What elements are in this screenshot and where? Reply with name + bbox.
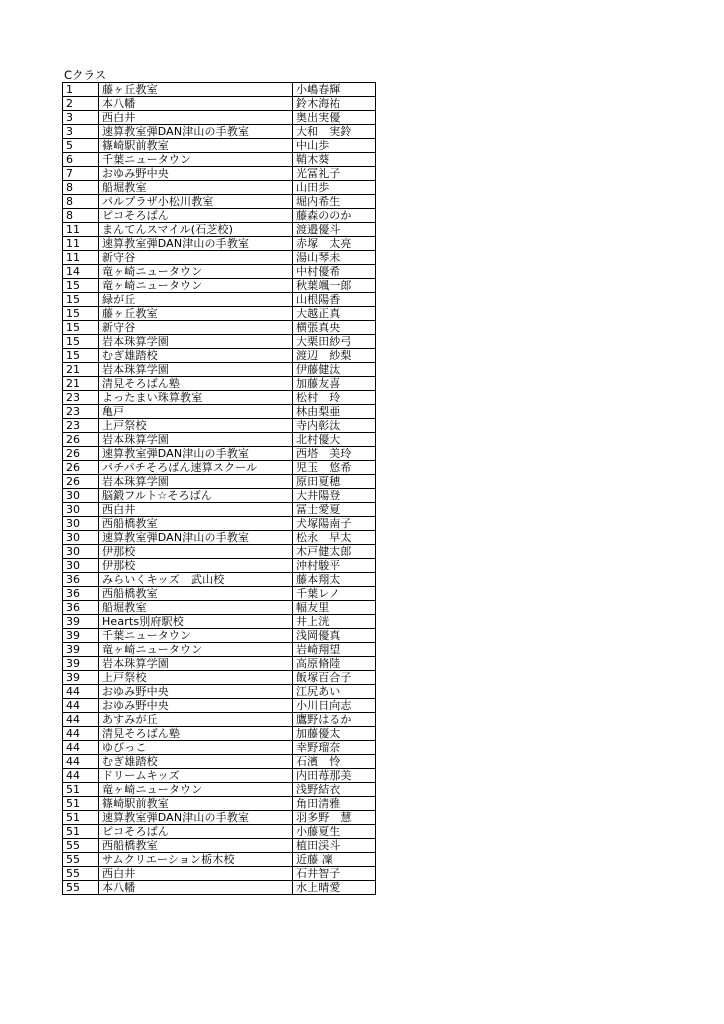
table-row bbox=[63, 223, 376, 237]
student-name-cell: 犬塚陽南子 bbox=[293, 517, 376, 531]
rank-cell: 39 bbox=[63, 615, 99, 629]
table-row bbox=[63, 559, 376, 573]
student-name-cell: 幸野瑠奈 bbox=[293, 741, 376, 755]
school-cell: 速算教室弾DAN津山の手教室 bbox=[99, 811, 293, 825]
table-row bbox=[63, 363, 376, 377]
table-row bbox=[63, 783, 376, 797]
rank-cell: 26 bbox=[63, 461, 99, 475]
rank-cell: 15 bbox=[63, 321, 99, 335]
student-name-cell: 堀内希生 bbox=[293, 195, 376, 209]
student-name-cell: 渡辺 紗梨 bbox=[293, 349, 376, 363]
table-row bbox=[63, 797, 376, 811]
school-cell: Hearts別府駅校 bbox=[99, 615, 293, 629]
table-row bbox=[63, 83, 376, 97]
table-row bbox=[63, 811, 376, 825]
student-name-cell: 大越正真 bbox=[293, 307, 376, 321]
rank-cell: 30 bbox=[63, 531, 99, 545]
student-name-cell: 児玉 悠希 bbox=[293, 461, 376, 475]
table-row bbox=[63, 475, 376, 489]
rank-cell: 3 bbox=[63, 111, 99, 125]
school-cell: 竜ヶ崎ニュータウン bbox=[99, 279, 293, 293]
student-name-cell: 林由梨亜 bbox=[293, 405, 376, 419]
school-cell: ドリームキッズ bbox=[99, 769, 293, 783]
rank-cell: 36 bbox=[63, 587, 99, 601]
table-row bbox=[63, 209, 376, 223]
student-name-cell: 飯塚百合子 bbox=[293, 671, 376, 685]
school-cell: 緑が丘 bbox=[99, 293, 293, 307]
rank-cell: 5 bbox=[63, 139, 99, 153]
student-name-cell: 植田渓斗 bbox=[293, 839, 376, 853]
school-cell: 竜ヶ崎ニュータウン bbox=[99, 643, 293, 657]
student-name-cell: 内田苺那美 bbox=[293, 769, 376, 783]
student-name-cell: 角田清雅 bbox=[293, 797, 376, 811]
rank-cell: 44 bbox=[63, 727, 99, 741]
student-name-cell: 小藤夏生 bbox=[293, 825, 376, 839]
rank-cell: 8 bbox=[63, 209, 99, 223]
table-row bbox=[63, 741, 376, 755]
school-cell: 清見そろばん塾 bbox=[99, 377, 293, 391]
school-cell: まんてんスマイル(石芝校) bbox=[99, 223, 293, 237]
table-row bbox=[63, 447, 376, 461]
table-row bbox=[63, 111, 376, 125]
student-name-cell: 藤森ののか bbox=[293, 209, 376, 223]
table-row bbox=[63, 825, 376, 839]
student-name-cell: 小嶋春輝 bbox=[293, 83, 376, 97]
school-cell: 岩本珠算学園 bbox=[99, 335, 293, 349]
rank-cell: 21 bbox=[63, 377, 99, 391]
student-name-cell: 鈴木海祐 bbox=[293, 97, 376, 111]
rank-cell: 30 bbox=[63, 517, 99, 531]
rank-cell: 26 bbox=[63, 475, 99, 489]
rank-cell: 55 bbox=[63, 853, 99, 867]
table-row bbox=[63, 167, 376, 181]
school-cell: 伊那校 bbox=[99, 545, 293, 559]
student-name-cell: 鞘木葵 bbox=[293, 153, 376, 167]
rank-cell: 11 bbox=[63, 223, 99, 237]
rank-cell: 36 bbox=[63, 601, 99, 615]
student-name-cell: 北村優大 bbox=[293, 433, 376, 447]
student-name-cell: 渡邉優斗 bbox=[293, 223, 376, 237]
school-cell: 千葉ニュータウン bbox=[99, 629, 293, 643]
table-row bbox=[63, 573, 376, 587]
table-row bbox=[63, 615, 376, 629]
table-row bbox=[63, 461, 376, 475]
school-cell: 伊那校 bbox=[99, 559, 293, 573]
school-cell: むぎ雄踏校 bbox=[99, 349, 293, 363]
school-cell: 清見そろばん塾 bbox=[99, 727, 293, 741]
ranking-table-body bbox=[63, 83, 376, 895]
table-row bbox=[63, 881, 376, 895]
rank-cell: 15 bbox=[63, 293, 99, 307]
student-name-cell: 湯山琴未 bbox=[293, 251, 376, 265]
rank-cell: 7 bbox=[63, 167, 99, 181]
table-row bbox=[63, 419, 376, 433]
rank-cell: 15 bbox=[63, 349, 99, 363]
rank-cell: 51 bbox=[63, 783, 99, 797]
rank-cell: 55 bbox=[63, 839, 99, 853]
student-name-cell: 加藤友喜 bbox=[293, 377, 376, 391]
school-cell: 新守谷 bbox=[99, 251, 293, 265]
rank-cell: 6 bbox=[63, 153, 99, 167]
rank-cell: 23 bbox=[63, 391, 99, 405]
school-cell: 本八幡 bbox=[99, 97, 293, 111]
table-row bbox=[63, 699, 376, 713]
school-cell: 西白井 bbox=[99, 867, 293, 881]
school-cell: 藤ヶ丘教室 bbox=[99, 307, 293, 321]
student-name-cell: 原田夏穂 bbox=[293, 475, 376, 489]
school-cell: おゆみ野中央 bbox=[99, 699, 293, 713]
table-row bbox=[63, 279, 376, 293]
student-name-cell: 大栗田紗弓 bbox=[293, 335, 376, 349]
school-cell: 速算教室弾DAN津山の手教室 bbox=[99, 237, 293, 251]
table-row bbox=[63, 405, 376, 419]
student-name-cell: 藤本翔太 bbox=[293, 573, 376, 587]
table-row bbox=[63, 685, 376, 699]
table-row bbox=[63, 587, 376, 601]
student-name-cell: 山田歩 bbox=[293, 181, 376, 195]
school-cell: 速算教室弾DAN津山の手教室 bbox=[99, 447, 293, 461]
school-cell: 船堀教室 bbox=[99, 601, 293, 615]
school-cell: 脳鍛フルト☆そろばん bbox=[99, 489, 293, 503]
student-name-cell: 井上洸 bbox=[293, 615, 376, 629]
school-cell: 竜ヶ崎ニュータウン bbox=[99, 783, 293, 797]
school-cell: 新守谷 bbox=[99, 321, 293, 335]
table-row bbox=[63, 293, 376, 307]
student-name-cell: 小川日向志 bbox=[293, 699, 376, 713]
table-row bbox=[63, 153, 376, 167]
school-cell: 船堀教室 bbox=[99, 181, 293, 195]
table-row bbox=[63, 251, 376, 265]
rank-cell: 36 bbox=[63, 573, 99, 587]
rank-cell: 8 bbox=[63, 181, 99, 195]
student-name-cell: 松村 玲 bbox=[293, 391, 376, 405]
rank-cell: 8 bbox=[63, 195, 99, 209]
rank-cell: 51 bbox=[63, 797, 99, 811]
school-cell: 西白井 bbox=[99, 111, 293, 125]
rank-cell: 26 bbox=[63, 447, 99, 461]
student-name-cell: 水上晴愛 bbox=[293, 881, 376, 895]
student-name-cell: 秋葉颯一郎 bbox=[293, 279, 376, 293]
rank-cell: 44 bbox=[63, 755, 99, 769]
school-cell: 篠崎駅前教室 bbox=[99, 797, 293, 811]
table-row bbox=[63, 657, 376, 671]
rank-cell: 23 bbox=[63, 419, 99, 433]
student-name-cell: 赤塚 太亮 bbox=[293, 237, 376, 251]
student-name-cell: 沖村駿平 bbox=[293, 559, 376, 573]
student-name-cell: 西塔 美玲 bbox=[293, 447, 376, 461]
rank-cell: 15 bbox=[63, 279, 99, 293]
rank-cell: 44 bbox=[63, 699, 99, 713]
table-row bbox=[63, 531, 376, 545]
table-row bbox=[63, 377, 376, 391]
table-row bbox=[63, 867, 376, 881]
rank-cell: 44 bbox=[63, 769, 99, 783]
school-cell: 岩本珠算学園 bbox=[99, 433, 293, 447]
class-title: Cクラス bbox=[64, 68, 107, 82]
table-row bbox=[63, 727, 376, 741]
student-name-cell: 中山歩 bbox=[293, 139, 376, 153]
student-name-cell: 山根陽香 bbox=[293, 293, 376, 307]
school-cell: 亀戸 bbox=[99, 405, 293, 419]
school-cell: 本八幡 bbox=[99, 881, 293, 895]
table-row bbox=[63, 349, 376, 363]
table-row bbox=[63, 839, 376, 853]
rank-cell: 39 bbox=[63, 643, 99, 657]
table-row bbox=[63, 321, 376, 335]
school-cell: あすみが丘 bbox=[99, 713, 293, 727]
school-cell: むぎ雄踏校 bbox=[99, 755, 293, 769]
rank-cell: 44 bbox=[63, 741, 99, 755]
school-cell: 西船橋教室 bbox=[99, 587, 293, 601]
student-name-cell: 中村優希 bbox=[293, 265, 376, 279]
rank-cell: 11 bbox=[63, 251, 99, 265]
school-cell: 千葉ニュータウン bbox=[99, 153, 293, 167]
table-row bbox=[63, 503, 376, 517]
rank-cell: 23 bbox=[63, 405, 99, 419]
rank-cell: 39 bbox=[63, 657, 99, 671]
school-cell: パチパチそろばん速算スクール bbox=[99, 461, 293, 475]
table-row bbox=[63, 265, 376, 279]
rank-cell: 39 bbox=[63, 671, 99, 685]
rank-cell: 39 bbox=[63, 629, 99, 643]
rank-cell: 26 bbox=[63, 433, 99, 447]
school-cell: 上戸祭校 bbox=[99, 419, 293, 433]
school-cell: おゆみ野中央 bbox=[99, 167, 293, 181]
school-cell: 竜ヶ崎ニュータウン bbox=[99, 265, 293, 279]
student-name-cell: 浅岡優真 bbox=[293, 629, 376, 643]
table-row bbox=[63, 671, 376, 685]
student-name-cell: 横張真央 bbox=[293, 321, 376, 335]
school-cell: 速算教室弾DAN津山の手教室 bbox=[99, 531, 293, 545]
student-name-cell: 大和 実鈴 bbox=[293, 125, 376, 139]
school-cell: 篠崎駅前教室 bbox=[99, 139, 293, 153]
table-row bbox=[63, 853, 376, 867]
student-name-cell: 高原脩陸 bbox=[293, 657, 376, 671]
student-name-cell: 木戸健太郎 bbox=[293, 545, 376, 559]
school-cell: 岩本珠算学園 bbox=[99, 475, 293, 489]
student-name-cell: 浅野結衣 bbox=[293, 783, 376, 797]
table-row bbox=[63, 237, 376, 251]
student-name-cell: 江尻あい bbox=[293, 685, 376, 699]
student-name-cell: 寺内彰汰 bbox=[293, 419, 376, 433]
school-cell: 西白井 bbox=[99, 503, 293, 517]
student-name-cell: 加藤優太 bbox=[293, 727, 376, 741]
rank-cell: 44 bbox=[63, 713, 99, 727]
rank-cell: 21 bbox=[63, 363, 99, 377]
rank-cell: 3 bbox=[63, 125, 99, 139]
table-row bbox=[63, 433, 376, 447]
school-cell: 藤ヶ丘教室 bbox=[99, 83, 293, 97]
student-name-cell: 岩崎翔望 bbox=[293, 643, 376, 657]
table-row bbox=[63, 307, 376, 321]
student-name-cell: 石濱 怜 bbox=[293, 755, 376, 769]
rank-cell: 51 bbox=[63, 825, 99, 839]
table-row bbox=[63, 489, 376, 503]
school-cell: サムクリエーション栃木校 bbox=[99, 853, 293, 867]
school-cell: ピコそろばん bbox=[99, 825, 293, 839]
table-row bbox=[63, 713, 376, 727]
table-row bbox=[63, 755, 376, 769]
school-cell: ピコそろばん bbox=[99, 209, 293, 223]
school-cell: 速算教室弾DAN津山の手教室 bbox=[99, 125, 293, 139]
student-name-cell: 奥出実優 bbox=[293, 111, 376, 125]
student-name-cell: 鷹野はるか bbox=[293, 713, 376, 727]
rank-cell: 11 bbox=[63, 237, 99, 251]
student-name-cell: 光冨礼子 bbox=[293, 167, 376, 181]
student-name-cell: 近藤 凜 bbox=[293, 853, 376, 867]
rank-cell: 14 bbox=[63, 265, 99, 279]
table-row bbox=[63, 195, 376, 209]
student-name-cell: 幅友里 bbox=[293, 601, 376, 615]
rank-cell: 30 bbox=[63, 545, 99, 559]
table-row bbox=[63, 391, 376, 405]
table-row bbox=[63, 139, 376, 153]
rank-cell: 15 bbox=[63, 335, 99, 349]
student-name-cell: 石井智子 bbox=[293, 867, 376, 881]
table-row bbox=[63, 769, 376, 783]
table-row bbox=[63, 125, 376, 139]
rank-cell: 44 bbox=[63, 685, 99, 699]
rank-cell: 1 bbox=[63, 83, 99, 97]
rank-cell: 51 bbox=[63, 811, 99, 825]
table-row bbox=[63, 335, 376, 349]
rank-cell: 55 bbox=[63, 867, 99, 881]
school-cell: 西船橋教室 bbox=[99, 517, 293, 531]
student-name-cell: 羽多野 慧 bbox=[293, 811, 376, 825]
student-name-cell: 大井陽登 bbox=[293, 489, 376, 503]
table-row bbox=[63, 545, 376, 559]
school-cell: みらいくキッズ 武山校 bbox=[99, 573, 293, 587]
student-name-cell: 千葉レノ bbox=[293, 587, 376, 601]
school-cell: 上戸祭校 bbox=[99, 671, 293, 685]
school-cell: 西船橋教室 bbox=[99, 839, 293, 853]
school-cell: おゆみ野中央 bbox=[99, 685, 293, 699]
rank-cell: 55 bbox=[63, 881, 99, 895]
student-name-cell: 松永 早太 bbox=[293, 531, 376, 545]
table-row bbox=[63, 629, 376, 643]
table-row bbox=[63, 601, 376, 615]
rank-cell: 30 bbox=[63, 489, 99, 503]
student-name-cell: 伊藤健汰 bbox=[293, 363, 376, 377]
student-name-cell: 冨士愛夏 bbox=[293, 503, 376, 517]
rank-cell: 30 bbox=[63, 503, 99, 517]
school-cell: ゆびっこ bbox=[99, 741, 293, 755]
rank-cell: 30 bbox=[63, 559, 99, 573]
ranking-table bbox=[62, 82, 376, 895]
school-cell: 岩本珠算学園 bbox=[99, 363, 293, 377]
table-row bbox=[63, 97, 376, 111]
school-cell: パルプラザ小松川教室 bbox=[99, 195, 293, 209]
table-row bbox=[63, 643, 376, 657]
table-row bbox=[63, 517, 376, 531]
rank-cell: 2 bbox=[63, 97, 99, 111]
table-row bbox=[63, 181, 376, 195]
school-cell: 岩本珠算学園 bbox=[99, 657, 293, 671]
school-cell: よったまい珠算教室 bbox=[99, 391, 293, 405]
rank-cell: 15 bbox=[63, 307, 99, 321]
